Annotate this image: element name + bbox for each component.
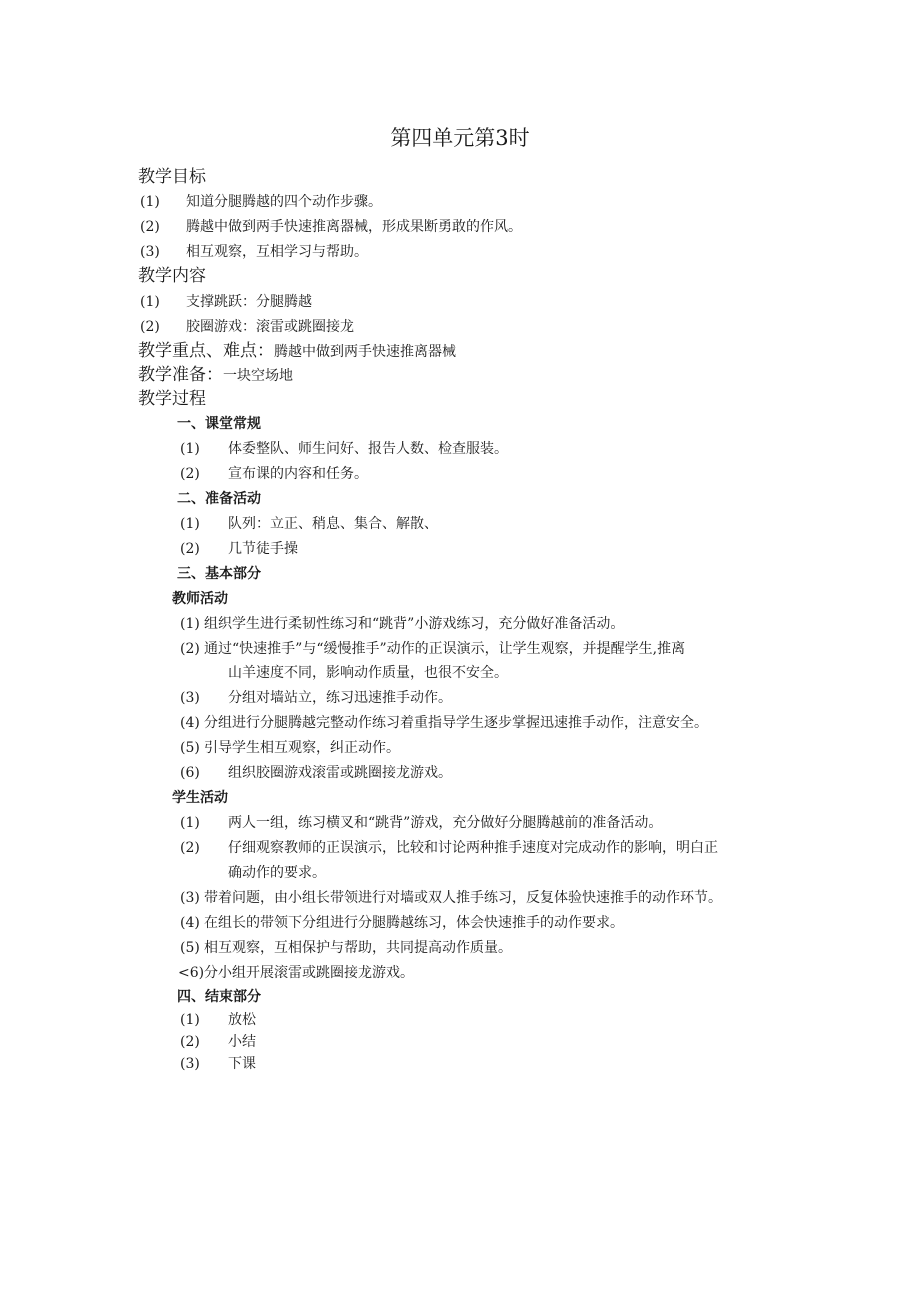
item-text: 分小组开展滚雷或跳圈接龙游戏。 (204, 965, 414, 981)
item-text: 几节徒手操 (228, 541, 298, 557)
preparation-heading: 教学准备： (138, 365, 223, 385)
teacher-item (180, 738, 400, 758)
content-number: (1) (140, 294, 160, 310)
keypoints-heading: 教学重点、难点： (138, 341, 274, 361)
item-text: 分组对墙站立，练习迅速推手动作。 (228, 690, 452, 706)
objectives-heading: 教学目标 (138, 167, 206, 187)
content-number: (2) (140, 319, 160, 335)
teacher-item (180, 639, 685, 659)
item-text: 相互观察，互相保护与帮助，共同提高动作质量。 (204, 940, 512, 956)
item-text: 宣布课的内容和任务。 (228, 466, 368, 482)
student-item (180, 913, 624, 933)
student-item-continuation: 确动作的要求。 (228, 865, 326, 881)
section-title: 三、基本部分 (177, 566, 261, 582)
teacher-item (180, 763, 452, 783)
section-item (180, 464, 368, 484)
item-text: 小结 (228, 1034, 256, 1050)
section-title: 二、准备活动 (177, 491, 261, 507)
item-number: (1) (180, 516, 200, 532)
preparation-line (138, 364, 293, 387)
item-text: 仔细观察教师的正误演示，比较和讨论两种推手速度对完成动作的影响，明白正 (228, 840, 718, 856)
item-number: (2) (180, 466, 200, 482)
student-item (180, 938, 512, 958)
section-item (180, 1054, 256, 1074)
objective-number: (3) (140, 244, 160, 260)
objective-text: 相互观察，互相学习与帮助。 (186, 244, 368, 260)
process-heading: 教学过程 (138, 389, 206, 409)
item-number: (2) (180, 541, 200, 557)
section-item (180, 514, 438, 534)
content-item (140, 292, 312, 312)
preparation-text: 一块空场地 (223, 368, 293, 384)
objective-text: 腾越中做到两手快速推离器械，形成果断勇敢的作风。 (186, 219, 522, 235)
student-item (178, 963, 414, 983)
item-number: <6) (178, 965, 205, 981)
section-item (180, 1010, 256, 1030)
item-text: 在组长的带领下分组进行分腿腾越练习，体会快速推手的动作要求。 (204, 915, 624, 931)
item-text: 引导学生相互观察，纠正动作。 (204, 740, 400, 756)
objective-number: (2) (140, 219, 160, 235)
teacher-activity-title: 教师活动 (172, 591, 228, 607)
item-number: (5) (180, 940, 200, 956)
content-text: 胶圈游戏：滚雷或跳圈接龙 (186, 319, 354, 335)
objective-item (140, 217, 522, 237)
item-number: (3) (180, 690, 200, 706)
objective-item (140, 192, 382, 212)
page-title: 第四单元第3时 (390, 126, 530, 150)
section-title: 四、结束部分 (177, 989, 261, 1005)
keypoints-text: 腾越中做到两手快速推离器械 (274, 344, 456, 360)
item-text: 组织学生进行柔韧性练习和“跳背”小游戏练习，充分做好准备活动。 (204, 616, 625, 632)
item-number: (1) (180, 1012, 200, 1028)
objective-item (140, 242, 368, 262)
section-title: 一、课堂常规 (177, 416, 261, 432)
item-text: 两人一组，练习横叉和“跳背”游戏，充分做好分腿腾越前的准备活动。 (228, 815, 663, 831)
item-text: 带着问题，由小组长带领进行对墙或双人推手练习，反复体验快速推手的动作环节。 (204, 890, 722, 906)
item-number: (2) (180, 840, 200, 856)
item-text: 通过“快速推手”与“缓慢推手”动作的正误演示，让学生观察，并提醒学生,推离 (204, 641, 686, 657)
student-item (180, 838, 718, 858)
item-number: (1) (180, 815, 200, 831)
teacher-item-continuation: 山羊速度不同，影响动作质量，也很不安全。 (228, 665, 508, 681)
objective-text: 知道分腿腾越的四个动作步骤。 (186, 194, 382, 210)
student-activity-title: 学生活动 (172, 790, 228, 806)
item-text: 下课 (228, 1056, 256, 1072)
student-item (180, 813, 662, 833)
item-text: 组织胶圈游戏滚雷或跳圈接龙游戏。 (228, 765, 452, 781)
item-text: 体委整队、师生问好、报告人数、检查服装。 (228, 441, 508, 457)
content-heading: 教学内容 (138, 266, 206, 286)
item-number: (1) (180, 441, 200, 457)
item-number: (2) (180, 641, 200, 657)
teacher-item (180, 713, 708, 733)
item-number: (2) (180, 1034, 200, 1050)
item-text: 分组进行分腿腾越完整动作练习着重指导学生逐步掌握迅速推手动作，注意安全。 (204, 715, 708, 731)
item-text: 队列：立正、稍息、集合、解散、 (228, 516, 438, 532)
item-number: (3) (180, 1056, 200, 1072)
item-number: (4) (180, 915, 200, 931)
item-text: 放松 (228, 1012, 256, 1028)
content-item (140, 317, 354, 337)
teacher-item (180, 688, 452, 708)
section-item (180, 1032, 256, 1052)
item-number: (5) (180, 740, 200, 756)
teacher-item (180, 614, 624, 634)
student-item (180, 888, 722, 908)
content-text: 支撑跳跃：分腿腾越 (186, 294, 312, 310)
section-item (180, 539, 298, 559)
objective-number: (1) (140, 194, 160, 210)
item-number: (4) (180, 715, 200, 731)
section-item (180, 439, 508, 459)
item-number: (6) (180, 765, 200, 781)
item-number: (1) (180, 616, 200, 632)
keypoints-line (138, 340, 456, 363)
item-number: (3) (180, 890, 200, 906)
